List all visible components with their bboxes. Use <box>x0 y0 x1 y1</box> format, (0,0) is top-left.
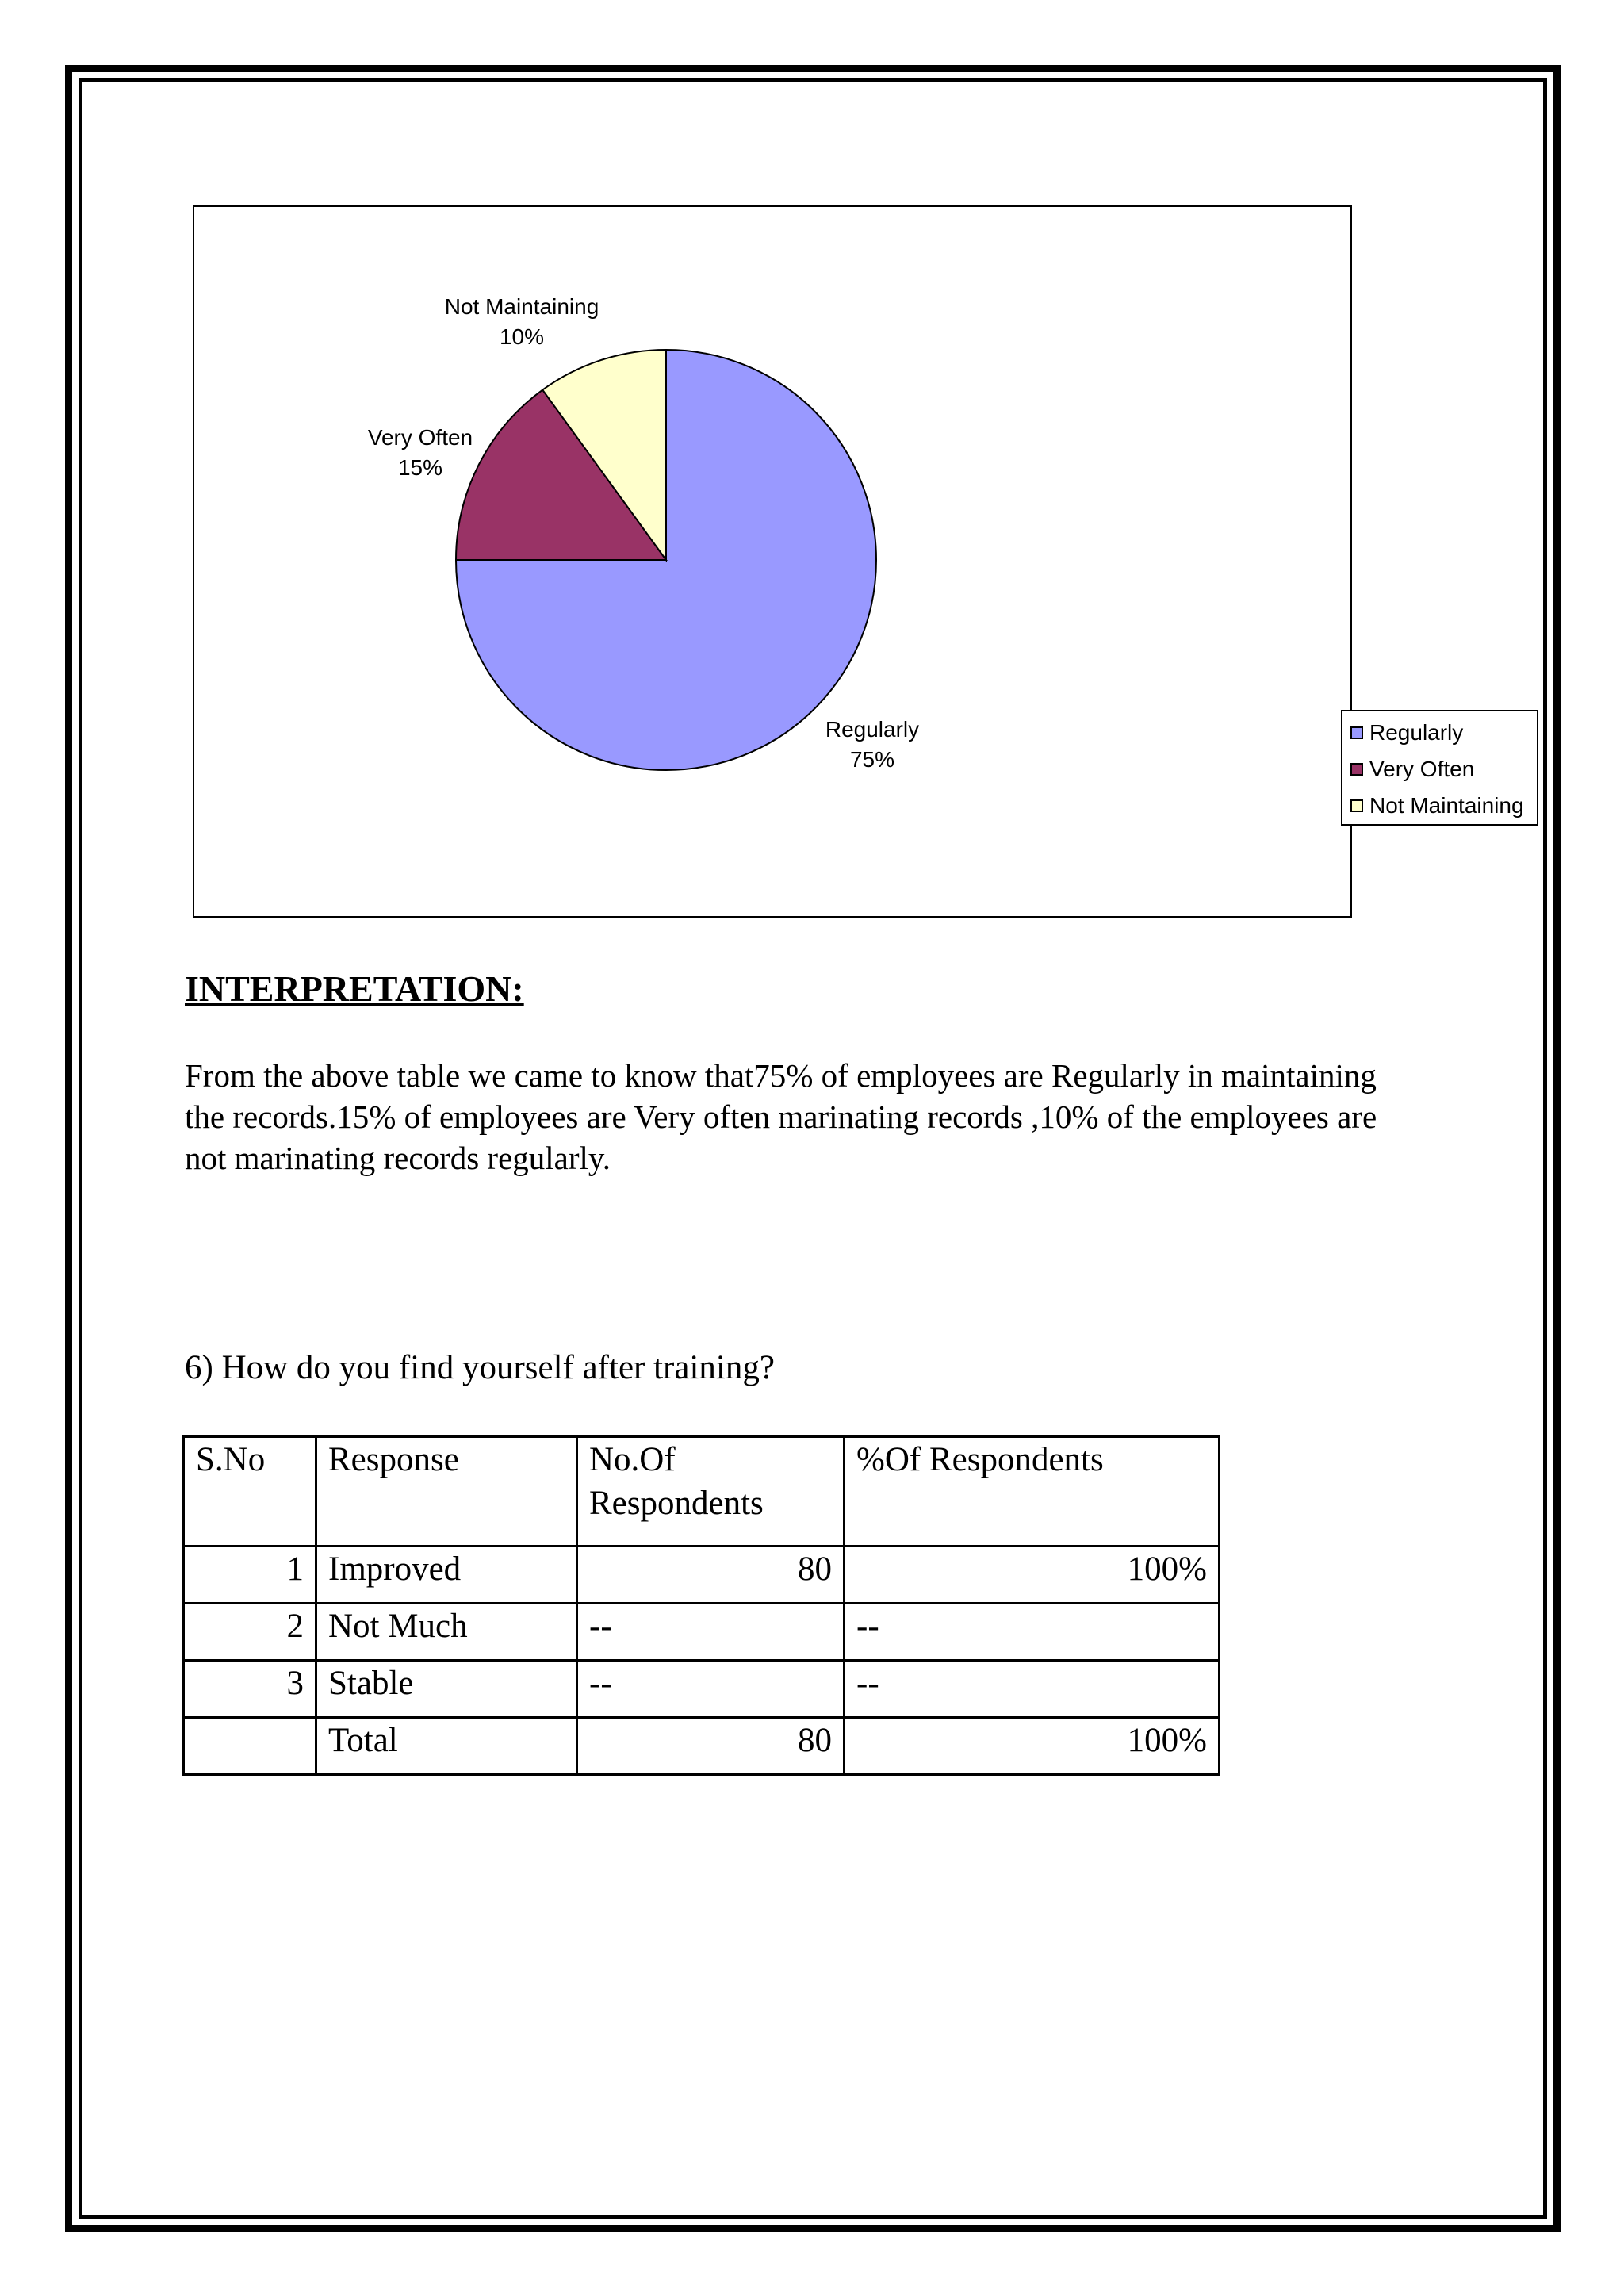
table-row-total <box>184 1718 1220 1775</box>
interpretation-heading: INTERPRETATION: <box>185 968 524 1009</box>
legend-label: Very Often <box>1369 757 1475 781</box>
cell-sno <box>184 1718 316 1775</box>
legend-swatch-not-maintaining <box>1350 799 1363 812</box>
legend-label: Regularly <box>1369 720 1464 745</box>
header-response: Response <box>316 1437 577 1547</box>
table-row <box>184 1547 1220 1604</box>
table-row <box>184 1604 1220 1661</box>
cell-count: 80 <box>577 1547 845 1604</box>
pie-chart <box>193 205 1524 918</box>
slice-percent-label: 10% <box>499 324 545 349</box>
cell-count: 80 <box>577 1718 845 1775</box>
cell-response: Improved <box>316 1547 577 1604</box>
question-text: 6) How do you find yourself after training? <box>185 1349 775 1386</box>
cell-percent: -- <box>845 1604 1220 1661</box>
legend-item-not-maintaining <box>1350 792 1524 819</box>
cell-response: Not Much <box>316 1604 577 1661</box>
cell-percent: 100% <box>845 1547 1220 1604</box>
header-sno: S.No <box>184 1437 316 1547</box>
legend-swatch-very-often <box>1350 763 1363 776</box>
cell-sno: 1 <box>184 1547 316 1604</box>
cell-percent: -- <box>845 1661 1220 1718</box>
slice-percent-label: 75% <box>849 747 895 772</box>
slice-label: Regularly <box>825 717 920 742</box>
table-row <box>184 1661 1220 1718</box>
legend-swatch-regularly <box>1350 726 1363 739</box>
table-header-row <box>184 1437 1220 1547</box>
cell-response: Stable <box>316 1661 577 1718</box>
chart-legend <box>1341 710 1538 826</box>
header-no-of-respondents: No.Of Respondents <box>577 1437 845 1547</box>
pie-chart-svg <box>194 207 1350 916</box>
cell-count: -- <box>577 1661 845 1718</box>
cell-count: -- <box>577 1604 845 1661</box>
cell-sno: 2 <box>184 1604 316 1661</box>
slice-percent-label: 15% <box>397 455 443 480</box>
responses-table <box>182 1435 1220 1776</box>
slice-label: Very Often <box>367 425 473 450</box>
cell-response: Total <box>316 1718 577 1775</box>
cell-sno: 3 <box>184 1661 316 1718</box>
legend-item-regularly <box>1350 719 1463 746</box>
legend-item-very-often <box>1350 756 1474 783</box>
header-percent-respondents: %Of Respondents <box>845 1437 1220 1547</box>
slice-label: Not Maintaining <box>444 294 599 319</box>
interpretation-paragraph: From the above table we came to know that75% of employees are Regularly in maintaining the records.15% of employees are Very often marinating records ,10% of the employees are not marinating records regularly. <box>185 1057 1377 1176</box>
cell-percent: 100% <box>845 1718 1220 1775</box>
legend-label: Not Maintaining <box>1369 793 1524 818</box>
